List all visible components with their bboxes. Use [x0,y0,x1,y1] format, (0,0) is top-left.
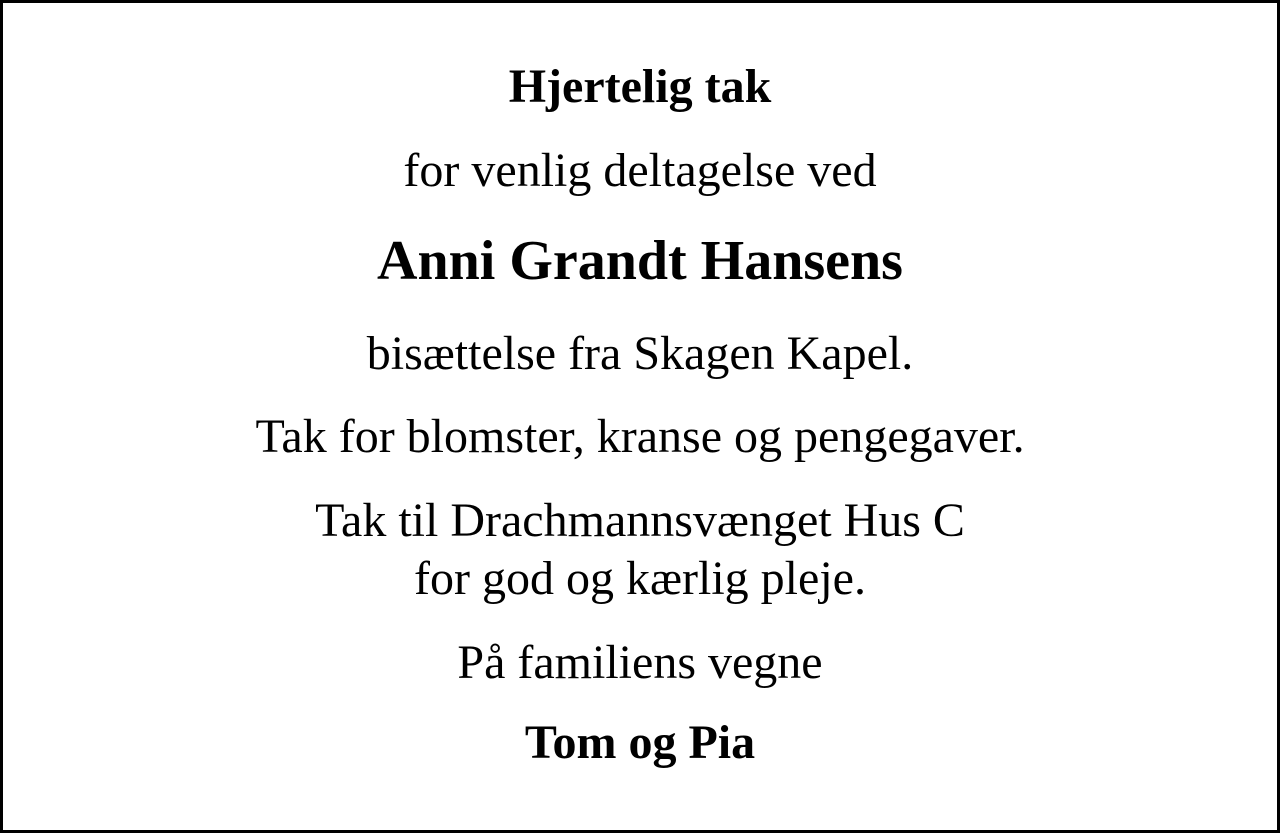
thanks-care-line-1: Tak til Drachmannsvænget Hus C [315,494,965,547]
signature: Tom og Pia [524,716,756,769]
on-behalf-of: På familiens vegne [457,636,823,689]
ceremony-location: bisættelse fra Skagen Kapel. [366,327,914,380]
notice-heading: Hjertelig tak [508,60,772,113]
notice-intro: for venlig deltagelse ved [403,144,877,197]
deceased-name: Anni Grandt Hansens [377,230,903,292]
thanks-care-line-2: for god og kærlig pleje. [414,552,866,605]
thanks-flowers: Tak for blomster, kranse og pengegaver. [255,410,1025,463]
